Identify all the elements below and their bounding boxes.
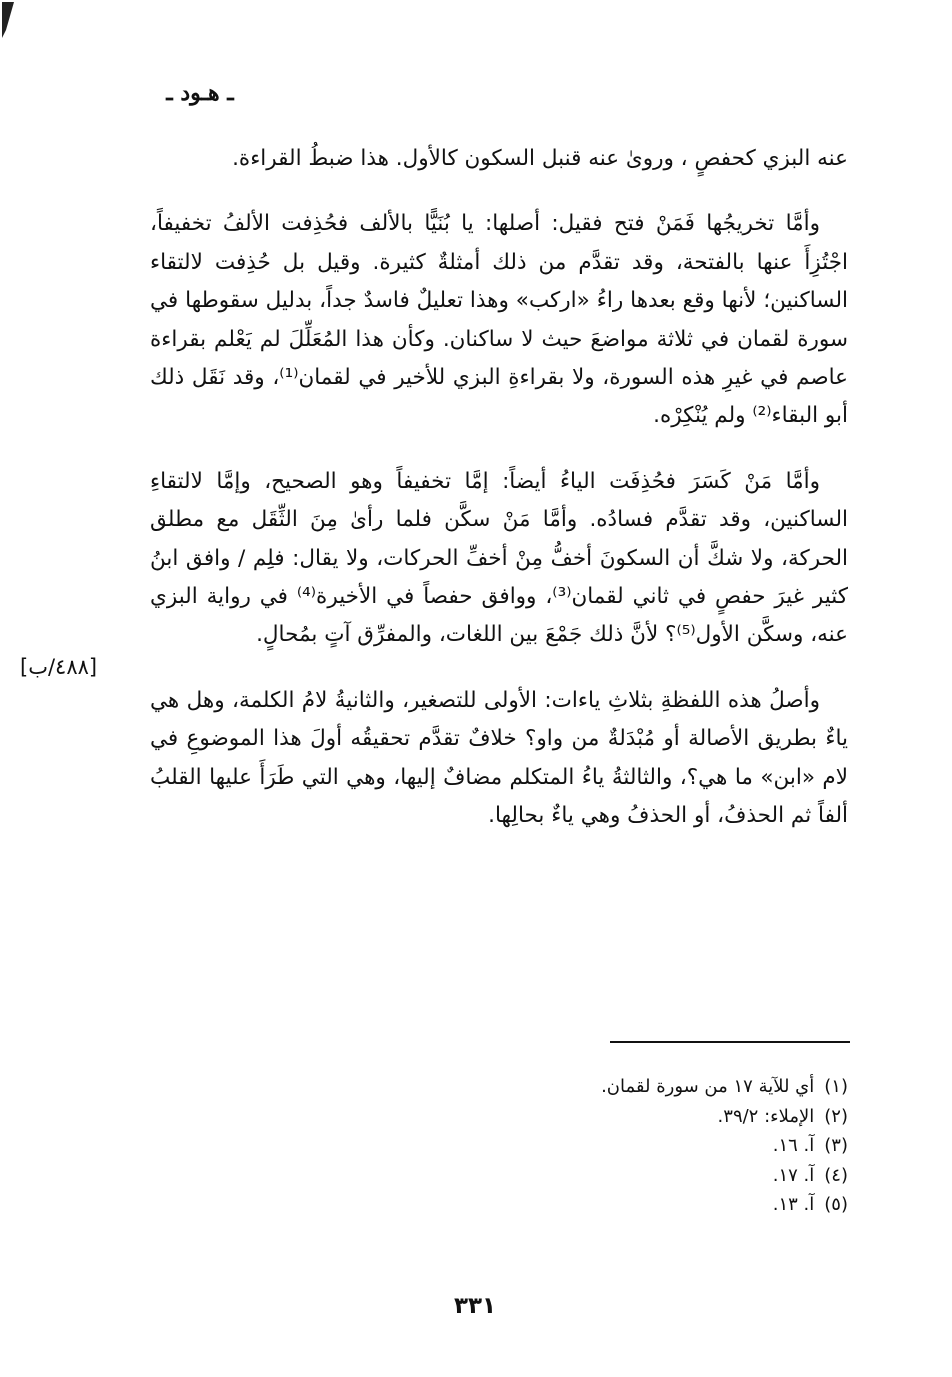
- margin-folio-reference: [٤٨٨/ب]: [20, 655, 98, 679]
- footnote-divider: [610, 1041, 850, 1043]
- footnote-item: [400, 1131, 848, 1161]
- running-head: ـ هـود ـ: [166, 80, 234, 106]
- footnote-text: الإملاء: ٣٩/٢.: [717, 1105, 815, 1127]
- footnote-number: (٢): [824, 1105, 848, 1127]
- footnote-item: [400, 1161, 848, 1191]
- footnotes: [400, 1072, 848, 1220]
- footnote-item: [400, 1190, 848, 1220]
- paragraph: وأمَّا تخريجُها فَمَنْ فتح فقيل: أصلها: يا بُنَيًّا بالألف فحُذِفت الألفُ تخفيفاً، اجْتُزِأَ عنها بالفتحة، وقد تقدَّم من ذلك أمثلةٌ كثيرة. وقيل بل حُذِفت لالتقاء الساكنين؛ لأنها وقع بعدها راءُ «اركب» وهذا تعليلٌ فاسدٌ جداً، بدليل سقوطها في سورة لقمان في ثلاثة مواضعَ حيث لا ساكنان. وكأن هذا المُعَلِّلَ لم يَعْلم بقراءة عاصم في غيرِ هذه السورة، ولا بقراءةِ البزي للأخير في لقمان⁽¹⁾، وقد نَقَل ذلك أبو البقاء⁽²⁾ ولم يُنْكِرْه.: [150, 211, 848, 429]
- page-number: ٣٣١: [453, 1293, 497, 1319]
- paragraph: وأمَّا مَنْ كَسَرَ فحُذِفَت الياءُ أيضاً: إمَّا تخفيفاً وهو الصحيح، وإمَّا لالتقاءِ الساكنين، وقد تقدَّم فسادُه. وأمَّا مَنْ سكَّن فلما رأىٰ مِنَ الثِّقَل مع مطلق الحركة، ولا شكَّ أن السكونَ أخفُّ مِنْ أخفِّ الحركات، ولا يقال: فلِم / وافق ابنُ كثير غيرَ حفصٍ في ثاني لقمان⁽³⁾، ووافق حفصاً في الأخيرة⁽⁴⁾ في رواية البزي عنه، وسكَّن الأول⁽⁵⁾؟ لأنَّ ذلك جَمْعَ بين اللغات، والمفرِّق آتٍ بمُحالٍ.: [150, 468, 849, 648]
- footnote-text: أي للآية ١٧ من سورة لقمان.: [601, 1076, 815, 1097]
- footnote-number: (٤): [824, 1164, 848, 1186]
- footnote-item: [400, 1102, 848, 1132]
- footnote-text: آ. ١٦.: [772, 1135, 815, 1156]
- footnote-item: [400, 1072, 848, 1102]
- footnote-number: (١): [824, 1076, 848, 1097]
- main-text: [150, 140, 848, 863]
- paragraph: عنه البزي كحفصٍ ، وروىٰ عنه قنبل السكون كالأول. هذا ضبطُ القراءة.: [232, 146, 848, 171]
- footnote-text: آ. ١٣.: [772, 1194, 815, 1215]
- footnote-number: (٣): [824, 1135, 848, 1156]
- footnote-text: آ. ١٧.: [772, 1164, 815, 1186]
- scan-edge-mark: [0, 0, 22, 40]
- footnote-number: (٥): [824, 1194, 848, 1215]
- paragraph: وأصلُ هذه اللفظةِ بثلاثِ ياءات: الأولى للتصغير، والثانيةُ لامُ الكلمة، وهل هي ياءٌ بطريق الأصالة أو مُبْدَلةٌ من واو؟ خلافٌ تقدَّم تحقيقُه أولَ هذا الموضوعِ في لام «ابن» ما هي؟، والثالثةُ ياءُ المتكلم مضافٌ إليها، وهي التي طَرَأَ عليها القلبُ ألفاً ثم الحذفُ، أو الحذفُ وهي ياءٌ بحالِها.: [150, 687, 848, 829]
